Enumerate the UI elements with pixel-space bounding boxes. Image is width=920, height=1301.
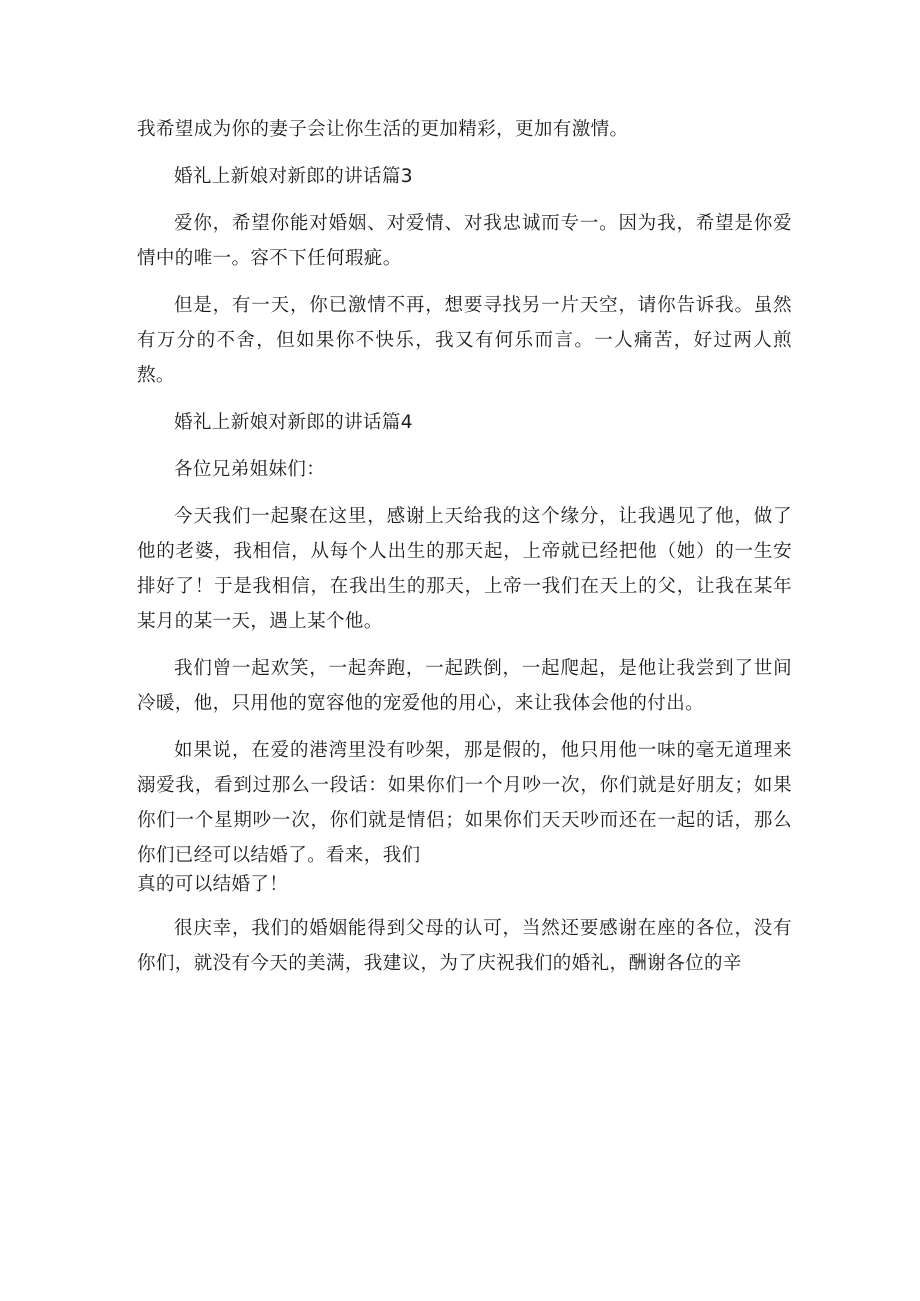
paragraph-love-loyalty: 爱你，希望你能对婚姻、对爱情、对我忠诚而专一。因为我，希望是你爱情中的唯一。容不下任何瑕疵。 — [137, 213, 792, 269]
paragraph-together: 我们曾一起欢笑，一起奔跑，一起跌倒，一起爬起，是他让我尝到了世间冷暖，他，只用他的宽容他的宠爱他的用心，来让我体会他的付出。 — [137, 658, 792, 714]
section-heading-4: 婚礼上新娘对新郎的讲话篇4 — [174, 412, 413, 433]
paragraph-gratitude: 很庆幸，我们的婚姻能得到父母的认可，当然还要感谢在座的各位，没有你们，就没有今天的美满，我建议，为了庆祝我们的婚礼，酬谢各位的辛 — [137, 918, 792, 974]
greeting-line: 各位兄弟姐妹们： — [174, 459, 326, 480]
paragraph-destiny: 今天我们一起聚在这里，感谢上天给我的这个缘分，让我遇见了他，做了他的老婆，我相信，从每个人出生的那天起，上帝就已经把他（她）的一生安排好了！于是我相信，在我出生的那天，上帝一我们在天上的父，让我在某年某月的某一天，遇上某个他。 — [137, 506, 792, 632]
document-body — [137, 112, 792, 981]
paragraph-quarrels: 如果说，在爱的港湾里没有吵架，那是假的，他只用他一味的毫无道理来溺爱我，看到过那么一段话：如果你们一个月吵一次，你们就是好朋友；如果你们一个星期吵一次，你们就是情侣；如果你们天天吵而还在一起的话，那么你们已经可以结婚了。看来，我们 — [137, 740, 792, 866]
paragraph-quarrels-continued: 真的可以结婚了！ — [137, 874, 289, 895]
paragraph-passion-gone: 但是，有一天，你已激情不再，想要寻找另一片天空，请你告诉我。虽然有万分的不舍，但如果你不快乐，我又有何乐而言。一人痛苦，好过两人煎熬。 — [137, 295, 792, 386]
paragraph-closing-wish: 我希望成为你的妻子会让你生活的更加精彩，更加有激情。 — [137, 119, 629, 140]
section-heading-3: 婚礼上新娘对新郎的讲话篇3 — [174, 166, 413, 187]
